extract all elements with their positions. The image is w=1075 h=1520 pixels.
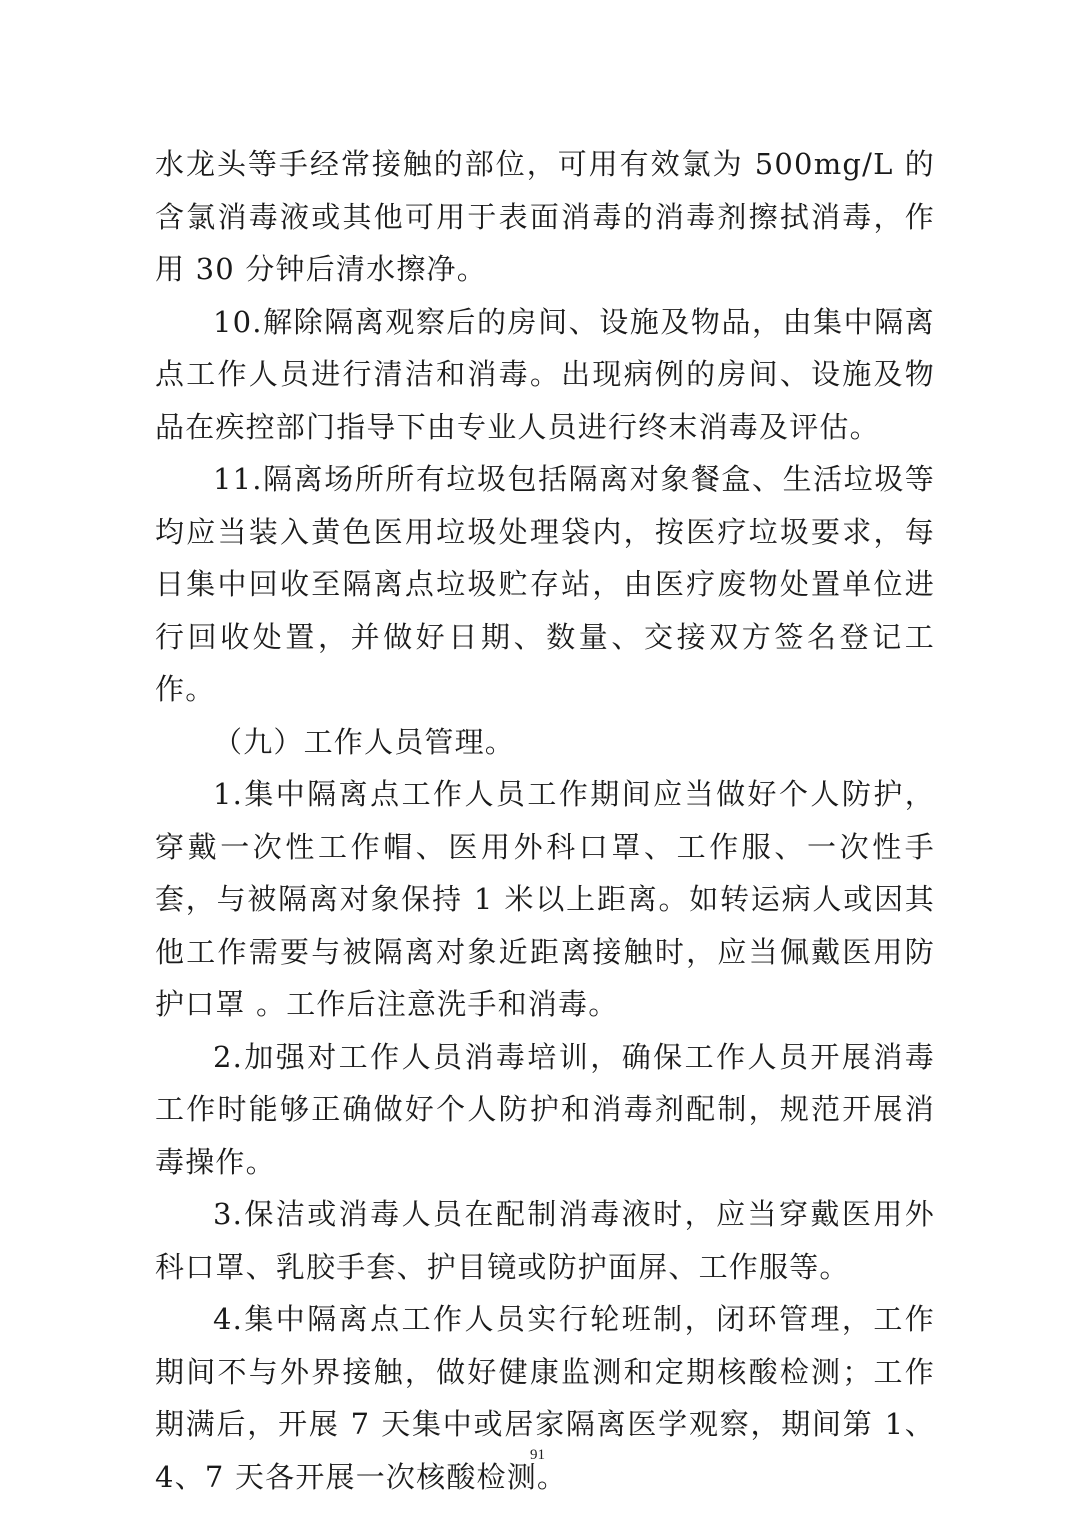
paragraph-item-11: 11.隔离场所所有垃圾包括隔离对象餐盒、生活垃圾等均应当装入黄色医用垃圾处理袋内，按医疗垃圾要求，每日集中回收至隔离点垃圾贮存站，由医疗废物处置单位进行回收处置，并做好日期、数量、交接双方签名登记工作。 xyxy=(155,462,935,706)
paragraph-continuation: 水龙头等手经常接触的部位，可用有效氯为 500mg/L 的含氯消毒液或其他可用于表面消毒的消毒剂擦拭消毒，作用 30 分钟后清水擦净。 xyxy=(155,147,935,286)
paragraph-item-10: 10.解除隔离观察后的房间、设施及物品，由集中隔离点工作人员进行清洁和消毒。出现病例的房间、设施及物品在疾控部门指导下由专业人员进行终末消毒及评估。 xyxy=(155,304,935,444)
page-number: 91 xyxy=(530,1447,545,1463)
paragraph-item-3: 3.保洁或消毒人员在配制消毒液时，应当穿戴医用外科口罩、乳胶手套、护目镜或防护面屏、工作服等。 xyxy=(155,1197,935,1284)
paragraph-item-1: 1.集中隔离点工作人员工作期间应当做好个人防护，穿戴一次性工作帽、医用外科口罩、工作服、一次性手套，与被隔离对象保持 1 米以上距离。如转运病人或因其他工作需要与被隔离对象近距离接触时，应当佩戴医用防护口罩 。工作后注意洗手和消毒。 xyxy=(155,777,935,1021)
body-text xyxy=(155,138,935,1503)
paragraph-item-2: 2.加强对工作人员消毒培训，确保工作人员开展消毒工作时能够正确做好个人防护和消毒剂配制，规范开展消毒操作。 xyxy=(155,1039,935,1179)
paragraph-item-4: 4.集中隔离点工作人员实行轮班制，闭环管理，工作期间不与外界接触，做好健康监测和定期核酸检测；工作期满后，开展 7 天集中或居家隔离医学观察，期间第 1、4、7 天各开展一次核酸检测。 xyxy=(155,1302,935,1494)
section-heading: （九）工作人员管理。 xyxy=(213,724,516,759)
